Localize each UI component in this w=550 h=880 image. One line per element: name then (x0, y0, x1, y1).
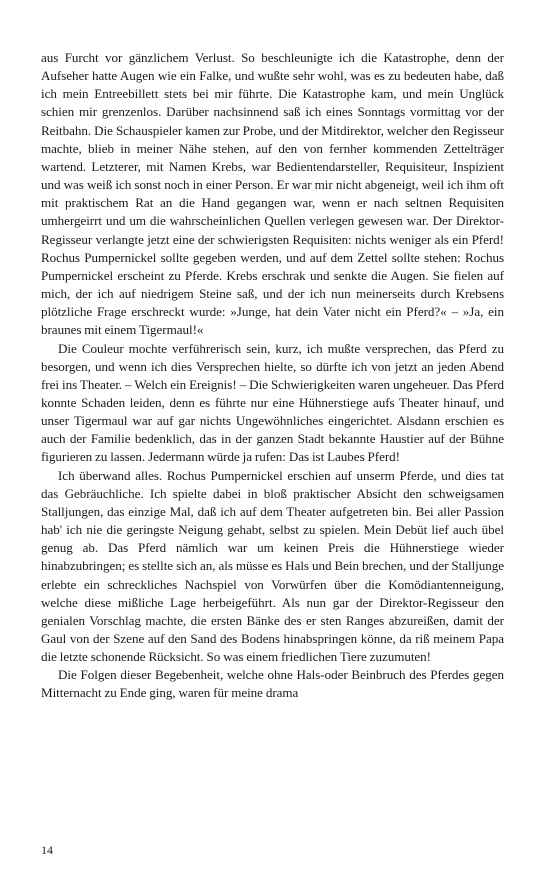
page-number: 14 (41, 843, 53, 857)
paragraph-3: Ich überwand alles. Rochus Pumpernickel erschien auf unserm Pferde, und dies tat das Gebräuchliche. Ich spielte dabei in bloß praktischer Absicht den schweigsamen Stalljungen, das einzige Mal, daß ich auf dem Theater aufgetreten bin. Bei aller Passion hab' ich nie die geringste Neigung gehabt, selbst zu spielen. Mein Debüt lief auch übel genug ab. Das Pferd nämlich war um keinen Preis die Hühnerstiege wieder hinabzubringen; es stellte sich an, als müsse es Hals und Bein brechen, und der Stalljunge erlebte ein schreckliches Nachspiel von Vorwürfen über die Komödiantenneigung, welche diese mißliche Lage herbeigeführt. Als nun gar der Direktor-Regisseur den genialen Vorschlag machte, die ersten Bänke des er sten Ranges abzureißen, damit der Gaul von der Szene auf den Sand des Bodens hinabspringen könne, da riß meinem Papa die letzte schonende Rücksicht. So was einem friedlichen Tiere zuzumuten! (41, 467, 504, 665)
paragraph-1: aus Furcht vor gänzlichem Verlust. So beschleunigte ich die Katastrophe, denn der Aufseher hatte Augen wie ein Falke, und wußte sehr wohl, was es zu bedeuten habe, daß ich mein Entreebillett stets bei mir führte. Die Katastrophe kam, und mein Unglück schien mir grenzenlos. Darüber nachsinnend saß ich eines Sonntags vormittag vor der Reitbahn. Die Schauspieler kamen zur Probe, und der Mitdirektor, welcher den Regisseur machte, blieb in meiner Nähe stehen, auf den von fernher kommenden Zettelträger wartend. Letzterer, mit Namen Krebs, war Bedientendarsteller, Requisiteur, Inspizient und was weiß ich sonst noch in einer Person. Er war mir nicht abgeneigt, weil ich ihm oft mit praktischem Rat an die Hand gegangen war, wenn er nach seltnen Requisiten umhergeirrt und um die wahrscheinlichen Quellen verlegen gewesen war. Der Direktor-Regisseur verlangte jetzt eine der schwierigsten Requisiten: nichts weniger als ein Pferd! Rochus Pumpernickel sollte gegeben werden, und auf dem Zettel sollte stehen: Rochus Pumpernickel erscheint zu Pferde. Krebs erschrak und senkte die Augen. Sie fielen auf mich, der ich auf niedrigem Steine saß, und der ich nun meinerseits durch Krebsens plötzliche Frage erschreckt wurde: »Junge, hat dein Vater nicht ein Pferd?« – »Ja, ein braunes mit einem Tigermaul!« (41, 50, 504, 338)
paragraph-2: Die Couleur mochte verführerisch sein, kurz, ich mußte versprechen, das Pferd zu besorgen, und wenn ich dies Versprechen hielte, so dürfte ich von jetzt an jeden Abend frei ins Theater. – Welch ein Ereignis! – Die Schwierigkeiten waren ungeheuer. Das Pferd konnte Schaden leiden, denn es führte nur eine Hühnerstiege aufs Theater hinauf, und unser Tigermaul war auf gar nichts Ungewöhnliches eingerichtet. Alsdann erschien es auch der Familie bedenklich, das in der ganzen Stadt bekannte Haustier auf der Bühne figurieren zu lassen. Jedermann würde ja rufen: Das ist Laubes Pferd! (41, 340, 504, 465)
paragraph-4: Die Folgen dieser Begebenheit, welche ohne Hals-oder Beinbruch des Pferdes gegen Mitternacht zu Ende ging, waren für meine drama (41, 667, 504, 701)
page-body (41, 49, 504, 703)
